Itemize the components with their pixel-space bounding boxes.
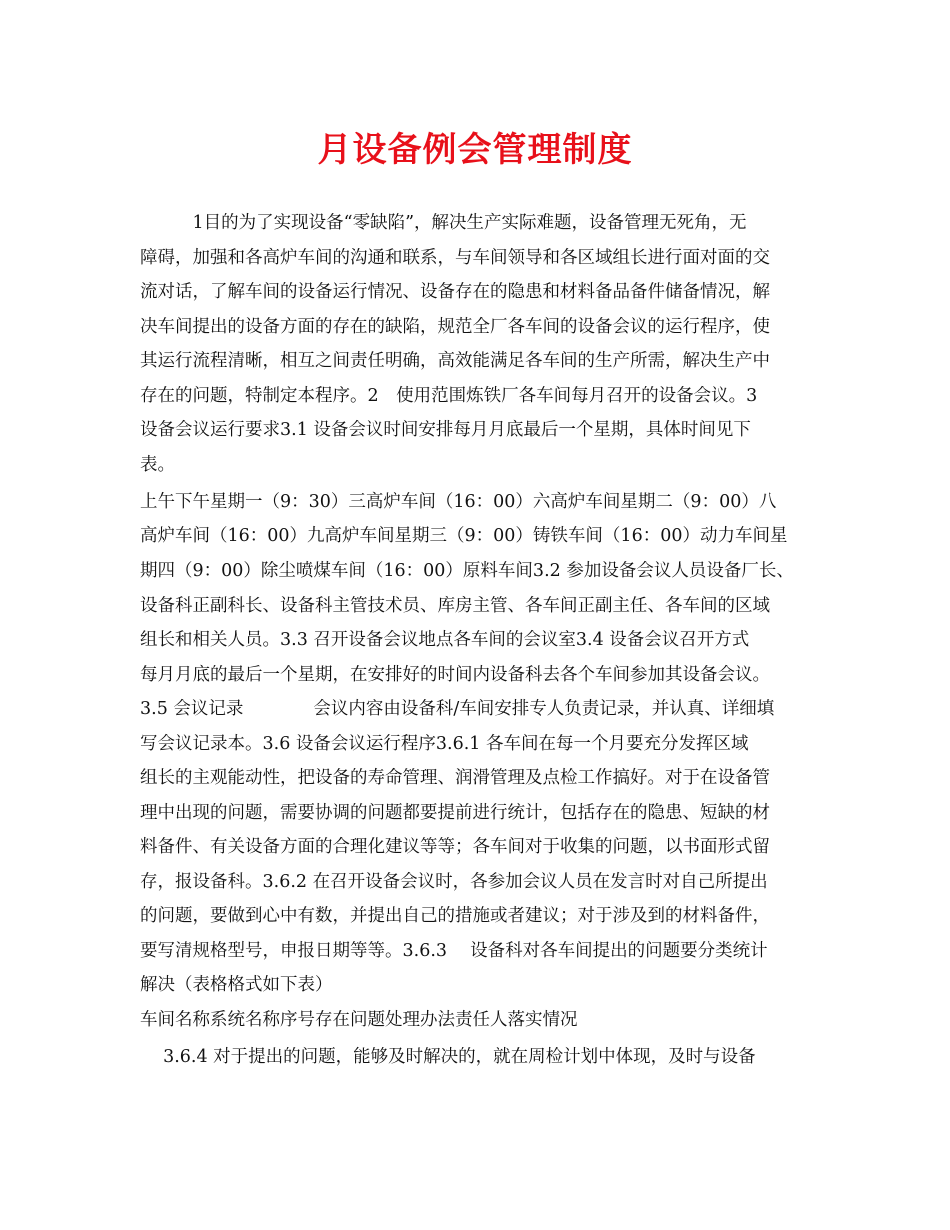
body-line: 设备科正副科长、设备科主管技术员、库房主管、各车间正副主任、各车间的区域 bbox=[140, 596, 770, 616]
document-title: 月设备例会管理制度 bbox=[317, 130, 633, 170]
body-line: 其运行流程清晰，相互之间责任明确，高效能满足各车间的生产所需，解决生产中 bbox=[140, 351, 770, 371]
body-line: 流对话，了解车间的设备运行情况、设备存在的隐患和材料备品备件储备情况，解 bbox=[140, 282, 770, 302]
body-line: 解决（表格格式如下表） bbox=[140, 975, 333, 995]
body-line: 每月月底的最后一个星期，在安排好的时间内设备科去各个车间参加其设备会议。 bbox=[140, 665, 770, 685]
body-line: 存在的问题，特制定本程序。2 使用范围炼铁厂各车间每月召开的设备会议。3 bbox=[140, 386, 758, 406]
body-line: 设备会议运行要求3.1 设备会议时间安排每月月底最后一个星期，具体时间见下 bbox=[140, 420, 751, 440]
body-line: 3.6.4 对于提出的问题，能够及时解决的，就在周检计划中体现，及时与设备 bbox=[140, 1047, 756, 1067]
body-line: 存，报设备科。3.6.2 在召开设备会议时，各参加会议人员在发言时对自己所提出 bbox=[140, 872, 768, 892]
body-line: 高炉车间（16：00）九高炉车间星期三（9：00）铸铁车间（16：00）动力车间星 bbox=[140, 526, 788, 546]
body-line: 3.5 会议记录 会议内容由设备科/车间安排专人负责记录，并认真、详细填 bbox=[140, 699, 775, 719]
table-header-line: 车间名称系统名称序号存在问题处理办法责任人落实情况 bbox=[140, 1010, 578, 1030]
body-line: 期四（9：00）除尘喷煤车间（16：00）原料车间3.2 参加设备会议人员设备厂长、 bbox=[140, 561, 794, 581]
body-line: 组长的主观能动性，把设备的寿命管理、润滑管理及点检工作搞好。对于在设备管 bbox=[140, 768, 770, 788]
body-line: 组长和相关人员。3.3 召开设备会议地点各车间的会议室3.4 设备会议召开方式 bbox=[140, 630, 750, 650]
body-line: 料备件、有关设备方面的合理化建议等等；各车间对于收集的问题，以书面形式留 bbox=[140, 837, 770, 857]
body-line: 表。 bbox=[140, 455, 175, 475]
body-line: 写会议记录本。3.6 设备会议运行程序3.6.1 各车间在每一个月要充分发挥区域 bbox=[140, 734, 749, 754]
body-line: 上午下午星期一（9：30）三高炉车间（16：00）六高炉车间星期二（9：00）八 bbox=[140, 492, 777, 512]
body-line: 理中出现的问题，需要协调的问题都要提前进行统计，包括存在的隐患、短缺的材 bbox=[140, 803, 770, 823]
body-line: 决车间提出的设备方面的存在的缺陷，规范全厂各车间的设备会议的运行程序，使 bbox=[140, 317, 770, 337]
body-line: 障碍，加强和各高炉车间的沟通和联系，与车间领导和各区域组长进行面对面的交 bbox=[140, 248, 770, 268]
body-line: 的问题，要做到心中有数，并提出自己的措施或者建议；对于涉及到的材料备件， bbox=[140, 906, 770, 926]
body-line: 1目的为了实现设备“零缺陷”，解决生产实际难题，设备管理无死角，无 bbox=[140, 213, 747, 233]
body-line: 要写清规格型号，申报日期等等。3.6.3 设备科对各车间提出的问题要分类统计 bbox=[140, 941, 768, 961]
